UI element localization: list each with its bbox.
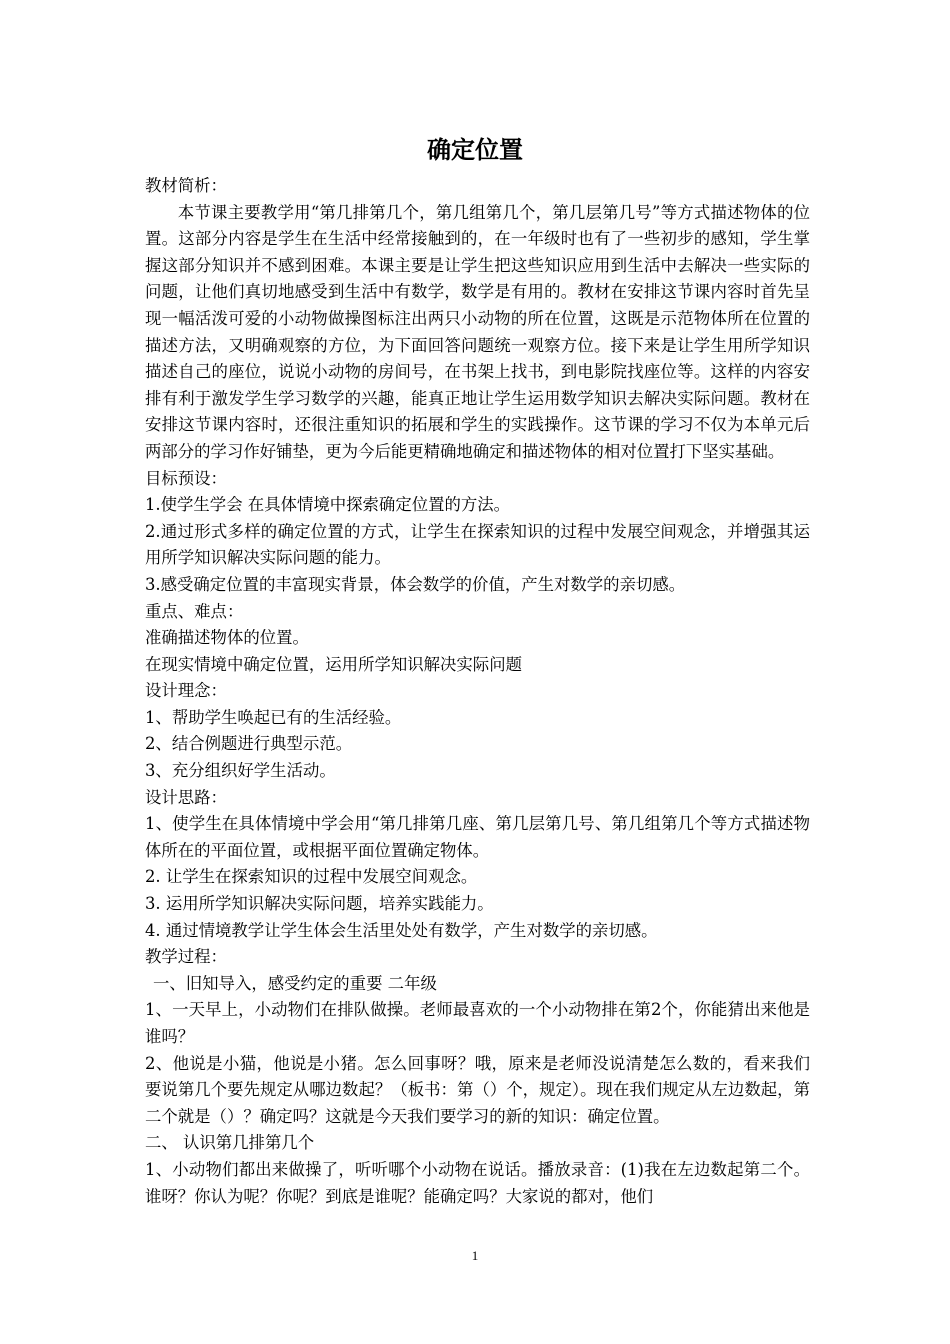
- heading-objectives: 目标预设：: [145, 468, 227, 488]
- document-body: [145, 173, 810, 1210]
- design-approach-item: 3. 运用所学知识解决实际问题，培养实践能力。: [145, 894, 494, 914]
- document-title: 确定位置: [427, 136, 523, 164]
- process-paragraph: 1、一天早上，小动物们在排队做操。老师最喜欢的一个小动物排在第2个，你能猜出来他是谁吗？: [145, 1000, 810, 1046]
- page-number: 1: [471, 1248, 479, 1263]
- key-point-item: 在现实情境中确定位置，运用所学知识解决实际问题: [145, 654, 522, 674]
- design-approach-item: 1、使学生在具体情境中学会用“第几排第几座、第几层第几号、第几组第几个等方式描述物体所在的平面位置，或根据平面位置确定物体。: [145, 814, 810, 860]
- heading-teaching-process: 教学过程：: [145, 947, 227, 967]
- heading-design-approach: 设计思路：: [145, 787, 227, 807]
- process-paragraph: 2、他说是小猫，他说是小猪。怎么回事呀？哦，原来是老师没说清楚怎么数的，看来我们要说第几个要先规定从哪边数起？（板书：第（）个，规定）。现在我们规定从左边数起，第二个就是（）？确定吗？这就是今天我们要学习的新的知识：确定位置。: [145, 1053, 810, 1126]
- design-approach-item: 4. 通过情境教学让学生体会生活里处处有数学，产生对数学的亲切感。: [145, 920, 658, 940]
- design-concept-item: 2、结合例题进行典型示范。: [145, 734, 353, 754]
- section-heading-1: 一、旧知导入，感受约定的重要 二年级: [153, 973, 437, 993]
- objective-item: 2.通过形式多样的确定位置的方式，让学生在探索知识的过程中发展空间观念，并增强其运用所学知识解决实际问题的能力。: [145, 521, 810, 568]
- heading-key-points: 重点、难点：: [145, 601, 244, 621]
- heading-design-concept: 设计理念：: [145, 681, 227, 701]
- objective-item: 1.使学生学会 在具体情境中探索确定位置的方法。: [145, 495, 511, 515]
- key-point-item: 准确描述物体的位置。: [145, 628, 309, 648]
- section-heading-2: 二、 认识第几排第几个: [145, 1133, 315, 1153]
- design-approach-item: 2. 让学生在探索知识的过程中发展空间观念。: [145, 867, 478, 887]
- design-concept-item: 1、帮助学生唤起已有的生活经验。: [145, 707, 402, 727]
- heading-textbook-analysis: 教材简析：: [145, 176, 227, 195]
- objective-item: 3.感受确定位置的丰富现实背景，体会数学的价值，产生对数学的亲切感。: [145, 574, 686, 594]
- design-concept-item: 3、充分组织好学生活动。: [145, 761, 336, 781]
- process-paragraph: 1、小动物们都出来做操了，听听哪个小动物在说话。播放录音：(1)我在左边数起第二个。谁呀？你认为呢？你呢？到底是谁呢？能确定吗？大家说的都对，他们: [145, 1159, 810, 1206]
- paragraph-textbook-analysis: 本节课主要教学用“第几排第几个，第几组第几个，第几层第几号”等方式描述物体的位置。这部分内容是学生在生活中经常接触到的，在一年级时也有了一些初步的感知，学生掌握这部分知识并不感到困难。本课主要是让学生把这些知识应用到生活中去解决一些实际的问题，让他们真切地感受到生活中有数学，数学是有用的。教材在安排这节课内容时首先呈现一幅活泼可爱的小动物做操图标注出两只小动物的所在位置，这既是示范物体所在位置的描述方法，又明确观察的方位，为下面回答问题统一观察方位。接下来是让学生用所学知识描述自己的座位，说说小动物的房间号，在书架上找书，到电影院找座位等。这样的内容安排有利于激发学生学习数学的兴趣，能真正地让学生运用数学知识去解决实际问题。教材在安排这节课内容时，还很注重知识的拓展和学生的实践操作。这节课的学习不仅为本单元后两部分的学习作好铺垫，更为今后能更精确地确定和描述物体的相对位置打下坚实基础。: [145, 202, 810, 461]
